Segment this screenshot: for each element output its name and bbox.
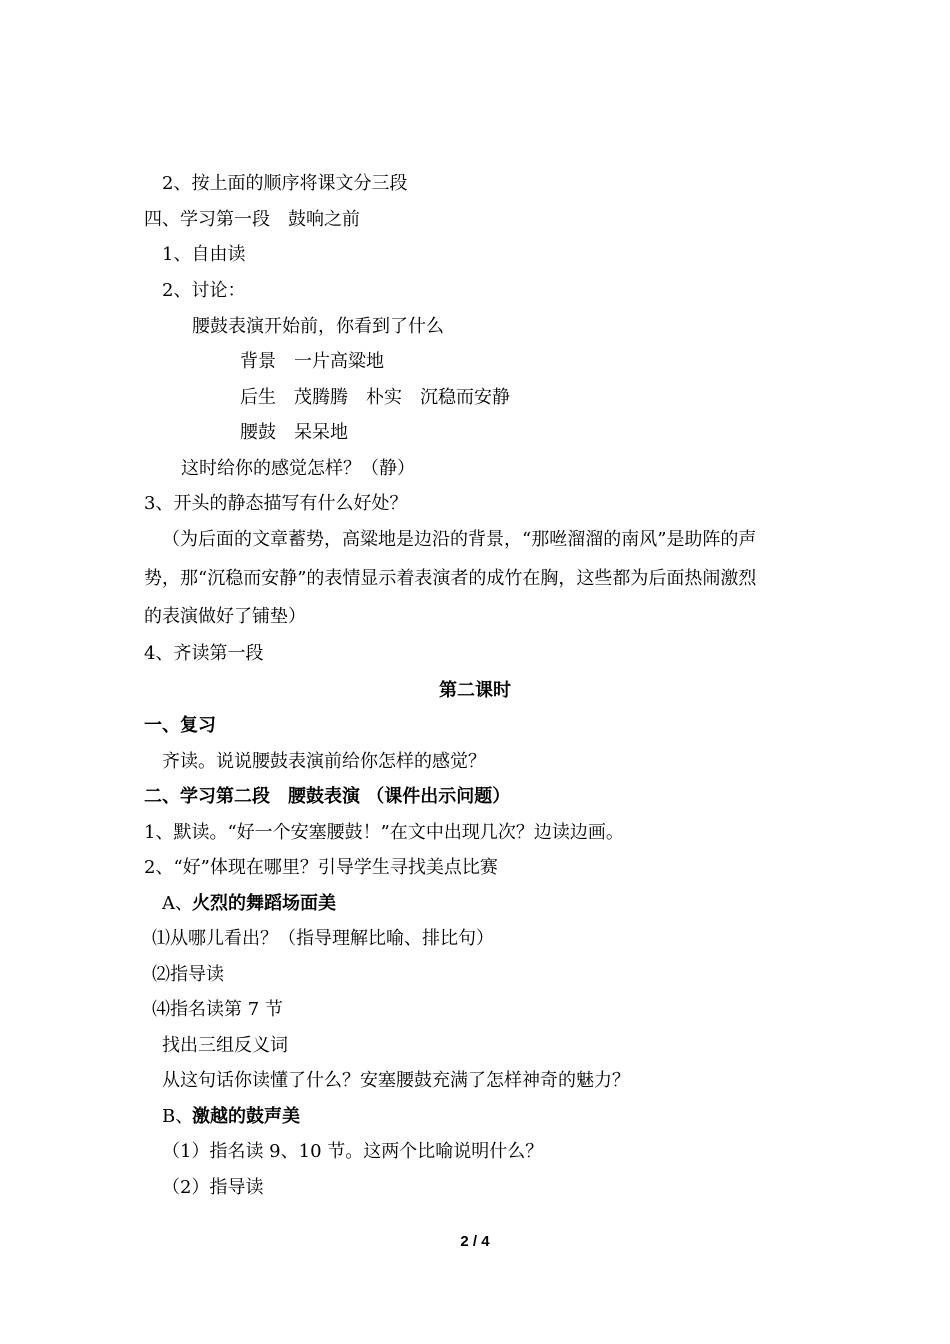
- text-line: （2）指导读: [162, 1177, 264, 1198]
- text-line: 找出三组反义词: [162, 1035, 288, 1056]
- paragraph-line: 势，那“沉稳而安静”的表情显示着表演者的成竹在胸，这些都为后面热闹激烈: [144, 568, 757, 589]
- section-heading: 四、学习第一段 鼓响之前: [144, 209, 360, 230]
- paragraph-line: （为后面的文章蓄势，高粱地是边沿的背景，“那咝溜溜的南风”是助阵的声: [162, 529, 757, 550]
- paragraph-line: 的表演做好了铺垫）: [144, 606, 306, 627]
- text-line: 从这句话你读懂了什么？安塞腰鼓充满了怎样神奇的魅力？: [162, 1070, 630, 1091]
- text-line: ⑷指名读第 7 节: [152, 999, 283, 1020]
- text-line: 2、讨论：: [162, 280, 246, 301]
- text-line: 1、自由读: [162, 244, 246, 265]
- text-line: 这时给你的感觉怎样？（静）: [181, 458, 415, 479]
- subheading: 火烈的舞蹈场面美: [192, 893, 336, 914]
- text-line: （1）指名读 9、10 节。这两个比喻说明什么？: [162, 1141, 544, 1162]
- page-number: 2 / 4: [460, 1233, 490, 1250]
- subheading-prefix: B、: [162, 1106, 194, 1127]
- text-line: 1、默读。“好一个安塞腰鼓！”在文中出现几次？边读边画。: [144, 822, 624, 843]
- subheading-prefix: A、: [162, 893, 193, 914]
- text-line: 2、“好”体现在哪里？引导学生寻找美点比赛: [144, 857, 498, 878]
- section-heading: 一、复习: [144, 715, 216, 736]
- text-line: ⑴从哪儿看出？（指导理解比喻、排比句）: [152, 928, 494, 949]
- text-line: ⑵指导读: [152, 964, 224, 985]
- text-line: 2、按上面的顺序将课文分三段: [162, 173, 408, 194]
- text-line: 腰鼓 呆呆地: [240, 422, 348, 443]
- text-line: 腰鼓表演开始前，你看到了什么: [192, 316, 444, 337]
- section-heading: 二、学习第二段 腰鼓表演 （课件出示问题）: [144, 786, 511, 807]
- subheading: 激越的鼓声美: [192, 1106, 300, 1127]
- text-line: 齐读。说说腰鼓表演前给你怎样的感觉？: [162, 751, 486, 772]
- lesson-title: 第二课时: [439, 680, 511, 701]
- text-line: 后生 茂腾腾 朴实 沉稳而安静: [240, 387, 510, 408]
- text-line: 背景 一片高粱地: [240, 351, 384, 372]
- text-line: 4、齐读第一段: [144, 643, 264, 664]
- text-line: 3、开头的静态描写有什么好处？: [144, 493, 408, 514]
